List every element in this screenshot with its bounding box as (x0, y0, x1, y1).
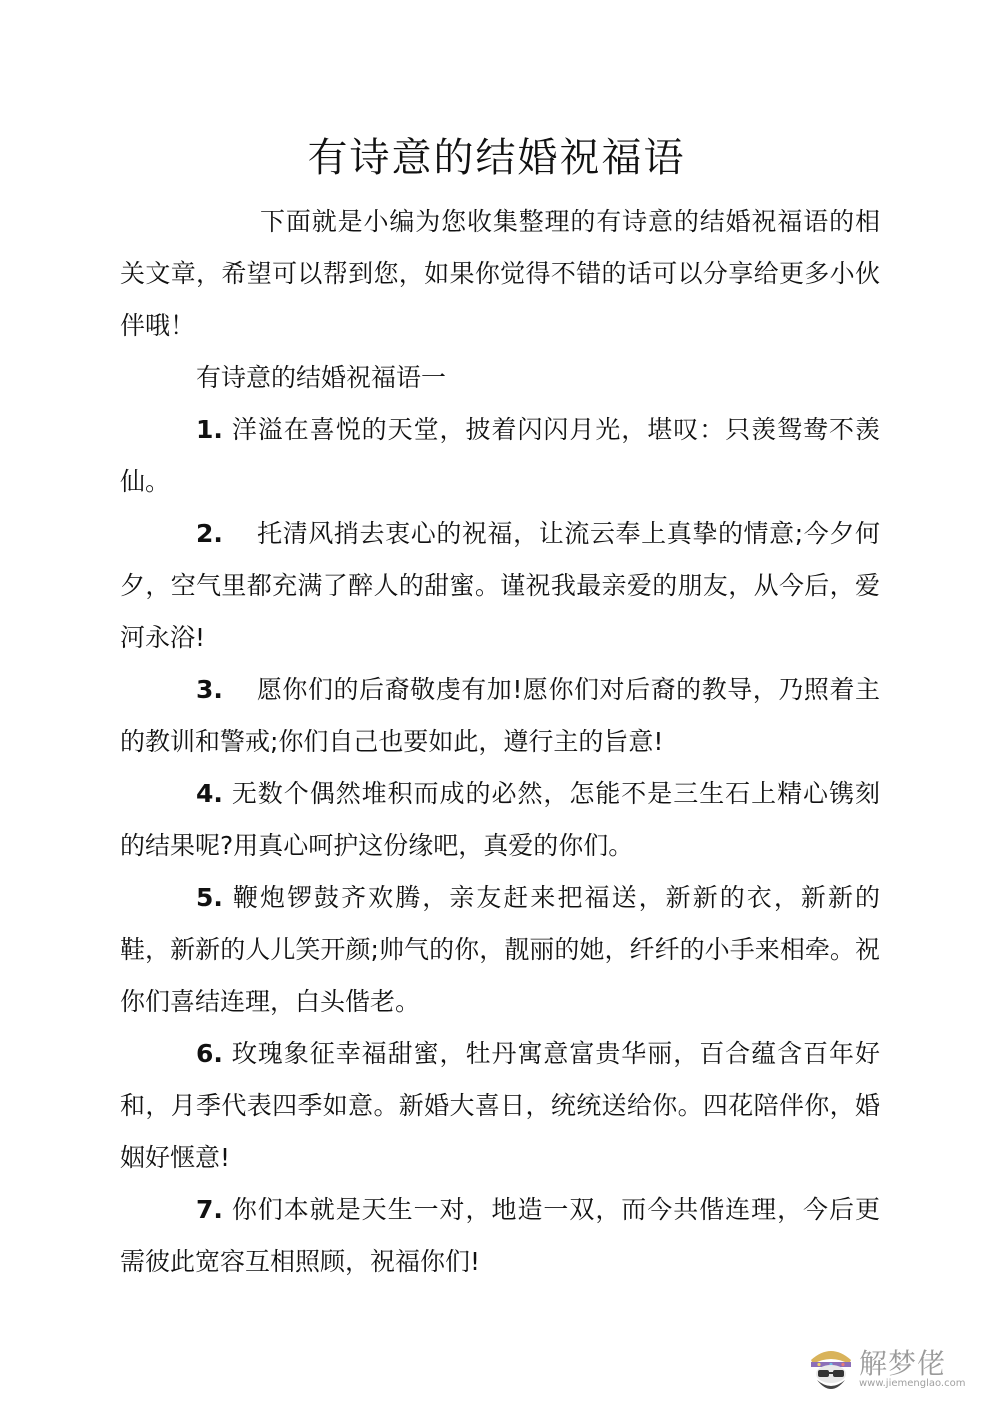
section-heading: 有诗意的结婚祝福语一 (196, 363, 447, 392)
item-text: 托清风捎去衷心的祝福，让流云奉上真挚的情意;今夕何夕，空气里都充满了醉人的甜蜜。谨祝我最亲爱的朋友，从今后，爱河永浴! (120, 519, 880, 652)
item-text: 玫瑰象征幸福甜蜜，牡丹寓意富贵华丽，百合蕴含百年好和，月季代表四季如意。新婚大喜日，统统送给你。四花陪伴你，婚姻好惬意! (120, 1039, 880, 1172)
item-number: 1. (196, 415, 223, 444)
blessing-item-4 (120, 768, 880, 872)
item-number: 7. (196, 1195, 223, 1224)
item-text: 鞭炮锣鼓齐欢腾，亲友赶来把福送，新新的衣，新新的鞋，新新的人儿笑开颜;帅气的你，靓丽的她，纤纤的小手来相牵。祝你们喜结连理，白头偕老。 (120, 883, 880, 1016)
blessing-item-7 (120, 1184, 880, 1288)
document-body (120, 196, 880, 1288)
blessing-item-1 (120, 404, 880, 508)
intro-paragraph: 下面就是小编为您收集整理的有诗意的结婚祝福语的相关文章，希望可以帮到您，如果你觉得不错的话可以分享给更多小伙伴哦！ (120, 207, 880, 340)
item-text: 无数个偶然堆积而成的必然，怎能不是三生石上精心镌刻的结果呢?用真心呵护这份缘吧，真爱的你们。 (120, 779, 880, 860)
bearded-face-icon (805, 1340, 857, 1396)
item-number: 4. (196, 779, 223, 808)
item-text: 洋溢在喜悦的天堂，披着闪闪月光，堪叹：只羡鸳鸯不羡仙。 (120, 415, 880, 496)
item-number: 6. (196, 1039, 223, 1068)
blessing-item-3 (120, 664, 880, 768)
blessing-item-2 (120, 508, 880, 664)
site-watermark (805, 1340, 975, 1396)
blessing-item-5 (120, 872, 880, 1028)
item-text: 愿你们的后裔敬虔有加!愿你们对后裔的教导，乃照着主的教训和警戒;你们自己也要如此，遵行主的旨意! (120, 675, 880, 756)
item-number: 3. (196, 675, 223, 704)
item-number: 5. (196, 883, 223, 912)
page-title: 有诗意的结婚祝福语 (307, 135, 686, 181)
watermark-name: 解梦佬 (859, 1347, 947, 1380)
blessing-item-6 (120, 1028, 880, 1184)
watermark-url: www.jiemenglao.com (859, 1378, 966, 1389)
item-text: 你们本就是天生一对，地造一双，而今共偕连理，今后更需彼此宽容互相照顾，祝福你们! (120, 1195, 880, 1276)
item-number: 2. (196, 519, 223, 548)
